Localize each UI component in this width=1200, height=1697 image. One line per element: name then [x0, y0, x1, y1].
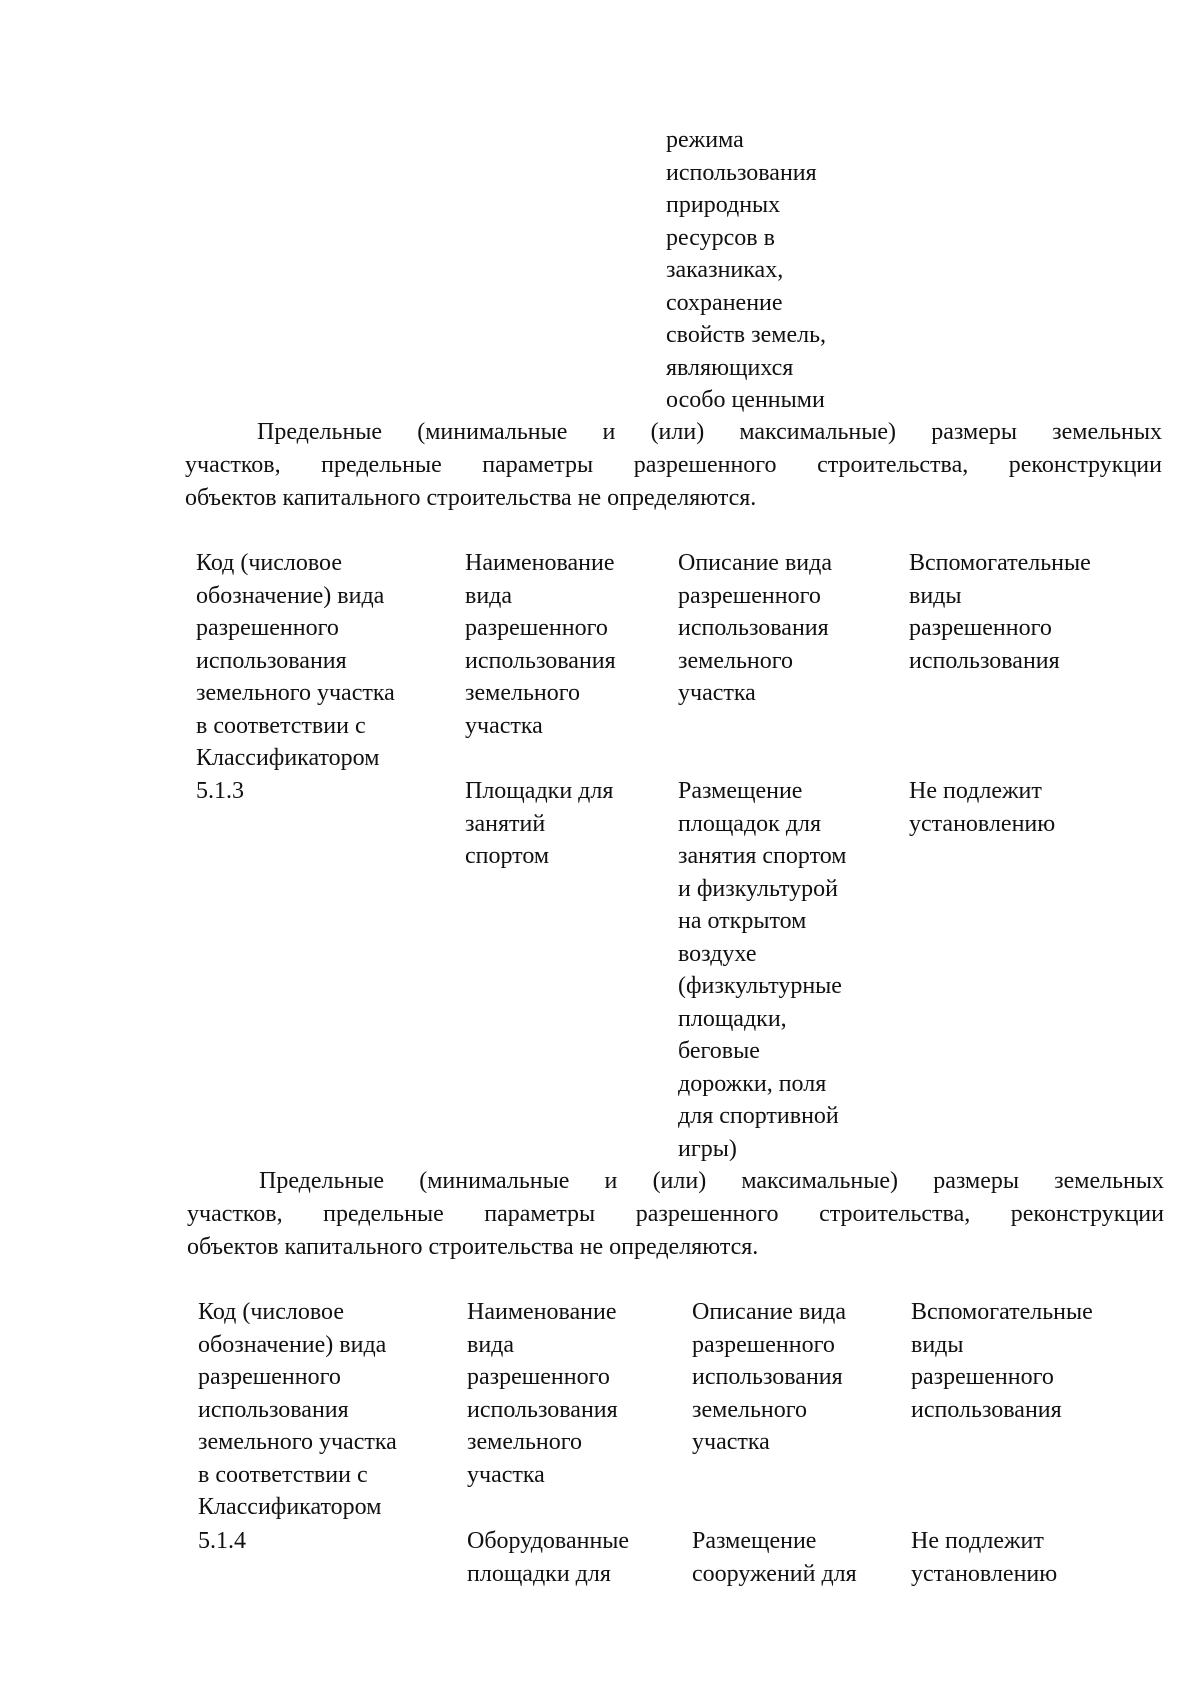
header-code: Код (числовое обозначение) вида разрешенного использования земельного участка в соответствии с Классификатором	[198, 1299, 397, 1520]
cell-name: Оборудованные площадки для	[467, 1528, 630, 1587]
cell-auxiliary: Не подлежит установлению	[911, 1528, 1058, 1587]
cell-code: 5.1.4	[198, 1528, 246, 1554]
paragraph-line: объектов капитального строительства не определяются.	[187, 1234, 759, 1260]
header-code: Код (числовое обозначение) вида разрешенного использования земельного участка в соответствии с Классификатором	[196, 550, 395, 771]
limits-paragraph-2	[187, 1165, 1164, 1264]
paragraph-line: Предельные (минимальные и (или) максимальные) размеры земельных	[259, 1168, 1164, 1194]
paragraph-line: Предельные (минимальные и (или) максимальные) размеры земельных	[257, 419, 1162, 445]
cell-description: Размещение сооружений для	[692, 1528, 857, 1587]
continued-description: режима использования природных ресурсов в заказниках, сохранение свойств земель, являющихся особо ценными	[666, 127, 827, 413]
header-description: Описание вида разрешенного использования земельного участка	[692, 1299, 846, 1455]
limits-paragraph-1	[185, 416, 1162, 515]
paragraph-line: объектов капитального строительства не определяются.	[185, 485, 757, 511]
header-auxiliary: Вспомогательные виды разрешенного использования	[909, 550, 1091, 674]
header-auxiliary: Вспомогательные виды разрешенного использования	[911, 1299, 1093, 1423]
cell-code: 5.1.3	[196, 778, 244, 804]
cell-auxiliary: Не подлежит установлению	[909, 778, 1056, 837]
header-name: Наименование вида разрешенного использования земельного участка	[467, 1299, 618, 1488]
header-name: Наименование вида разрешенного использования земельного участка	[465, 550, 616, 739]
cell-description: Размещение площадок для занятия спортом и физкультурой на открытом воздухе (физкультурные площадки, беговые дорожки, поля для спортивной игры)	[678, 778, 847, 1162]
cell-name: Площадки для занятий спортом	[465, 778, 614, 869]
header-description: Описание вида разрешенного использования земельного участка	[678, 550, 832, 706]
paragraph-line: участков, предельные параметры разрешенного строительства, реконструкции	[185, 452, 1162, 478]
paragraph-line: участков, предельные параметры разрешенного строительства, реконструкции	[187, 1201, 1164, 1227]
